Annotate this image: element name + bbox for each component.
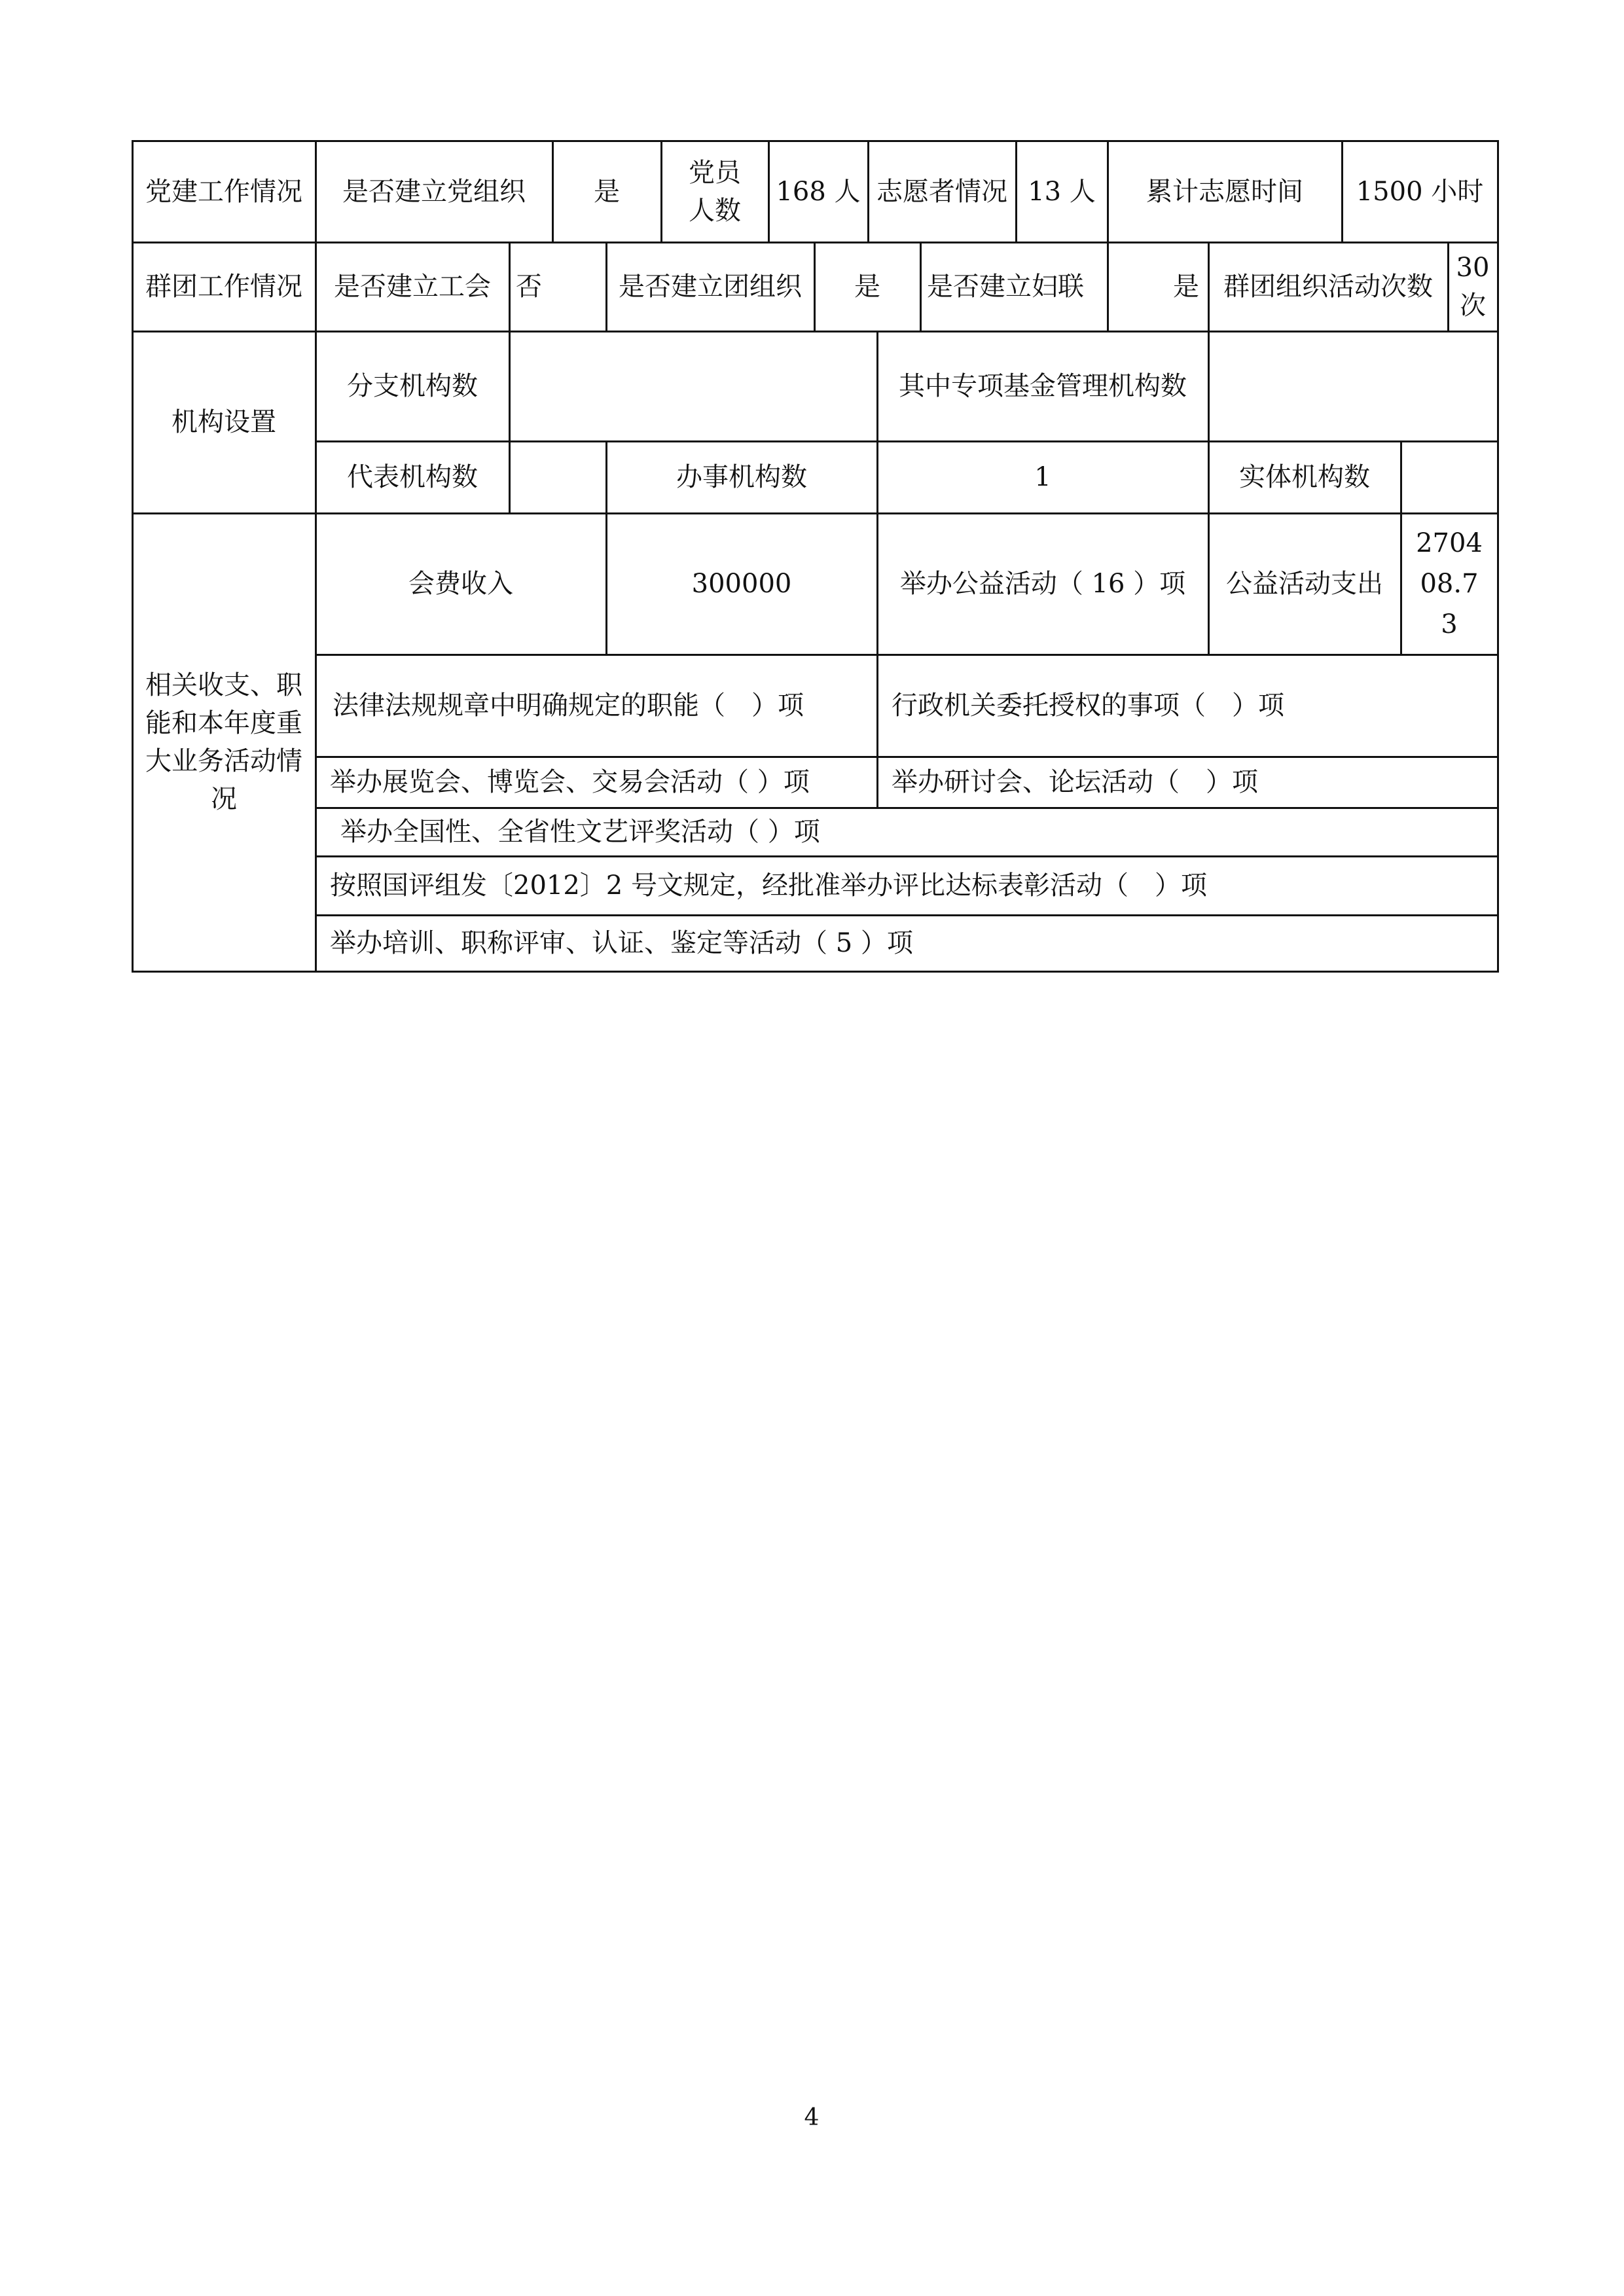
column-divider bbox=[605, 440, 607, 656]
exhibitions-item: 举办展览会、博览会、交易会活动（ ）项 bbox=[330, 767, 810, 797]
party-building-label: 党建工作情况 bbox=[145, 176, 302, 207]
column-divider bbox=[867, 140, 869, 243]
delegated-matters-item: 行政机关委托授权的事项（ ）项 bbox=[892, 691, 1284, 721]
party-org-question: 是否建立党组织 bbox=[342, 176, 526, 207]
membership-fee-value: 300000 bbox=[691, 569, 792, 599]
column-divider bbox=[1341, 140, 1343, 243]
row-divider bbox=[132, 512, 1499, 514]
fund-org-count-label: 其中专项基金管理机构数 bbox=[899, 371, 1187, 401]
training-item: 举办培训、职称评审、认证、鉴定等活动（ 5 ）项 bbox=[330, 928, 913, 958]
volunteers-question: 志愿者情况 bbox=[876, 176, 1007, 207]
table-border-bottom bbox=[132, 971, 1499, 973]
column-divider bbox=[315, 140, 317, 973]
org-setup-label: 机构设置 bbox=[171, 407, 276, 437]
column-divider bbox=[876, 331, 878, 758]
women-federation-answer: 是 bbox=[1173, 272, 1199, 302]
youth-league-question: 是否建立团组织 bbox=[619, 272, 802, 302]
youth-league-answer: 是 bbox=[854, 272, 880, 302]
rep-org-count-label: 代表机构数 bbox=[347, 462, 478, 492]
rep-org-count-value bbox=[509, 441, 606, 513]
mass-activities-question: 群团组织活动次数 bbox=[1223, 272, 1433, 302]
legal-duties-item: 法律法规规章中明确规定的职能（ ）项 bbox=[333, 691, 804, 721]
volunteer-hours-answer: 1500 小时 bbox=[1356, 176, 1484, 207]
column-divider bbox=[814, 242, 816, 332]
women-federation-question: 是否建立妇联 bbox=[927, 272, 1084, 302]
column-divider bbox=[509, 331, 511, 514]
volunteers-answer: 13 人 bbox=[1028, 176, 1096, 207]
row-divider bbox=[316, 440, 1499, 442]
column-divider bbox=[1400, 440, 1402, 656]
table-border-right bbox=[1497, 140, 1499, 973]
office-count-value: 1 bbox=[1034, 462, 1051, 492]
welfare-spend-value: 270408.73 bbox=[1416, 528, 1483, 639]
column-divider bbox=[1107, 242, 1109, 332]
row-divider bbox=[132, 242, 1499, 243]
column-divider bbox=[1447, 242, 1449, 332]
mass-activities-answer: 30次 bbox=[1456, 253, 1490, 321]
awards-item: 举办全国性、全省性文艺评奖活动（ ）项 bbox=[340, 817, 820, 847]
union-answer: 否 bbox=[516, 272, 542, 302]
row-divider bbox=[316, 756, 1499, 758]
party-members-question: 党员人数 bbox=[689, 157, 741, 226]
row-divider bbox=[316, 807, 1499, 809]
commendations-item: 按照国评组发〔2012〕2 号文规定，经批准举办评比达标表彰活动（ ）项 bbox=[330, 870, 1207, 901]
row-divider bbox=[132, 331, 1499, 332]
row-divider bbox=[316, 855, 1499, 857]
branch-count-value bbox=[509, 331, 877, 441]
column-divider bbox=[605, 242, 607, 332]
column-divider bbox=[509, 242, 511, 332]
party-org-answer: 是 bbox=[594, 176, 620, 207]
branch-count-label: 分支机构数 bbox=[347, 371, 478, 401]
column-divider bbox=[1208, 242, 1210, 332]
public-welfare-count: 举办公益活动（ 16 ）项 bbox=[899, 569, 1186, 599]
column-divider bbox=[768, 140, 770, 243]
column-divider bbox=[552, 140, 554, 243]
column-divider bbox=[660, 140, 662, 243]
column-divider bbox=[1208, 331, 1210, 656]
row-divider bbox=[316, 914, 1499, 916]
row-divider bbox=[316, 654, 1499, 656]
column-divider bbox=[1107, 140, 1109, 243]
union-question: 是否建立工会 bbox=[334, 272, 491, 302]
membership-fee-label: 会费收入 bbox=[408, 569, 513, 599]
page-number: 4 bbox=[804, 2104, 820, 2131]
table-border-top bbox=[132, 140, 1499, 142]
mass-org-label: 群团工作情况 bbox=[145, 272, 302, 302]
party-members-answer: 168 人 bbox=[776, 176, 861, 207]
entity-count-label: 实体机构数 bbox=[1239, 462, 1370, 492]
fund-org-count-value bbox=[1208, 331, 1498, 441]
column-divider bbox=[876, 756, 878, 808]
office-count-label: 办事机构数 bbox=[676, 462, 807, 492]
column-divider bbox=[1015, 140, 1017, 243]
seminars-item: 举办研讨会、论坛活动（ ）项 bbox=[892, 767, 1258, 797]
volunteer-hours-question: 累计志愿时间 bbox=[1146, 176, 1303, 207]
column-divider bbox=[920, 242, 922, 332]
finance-activities-label: 相关收支、职能和本年度重大业务活动情况 bbox=[145, 670, 302, 814]
table-border-left bbox=[132, 140, 134, 973]
entity-count-value bbox=[1401, 441, 1498, 513]
welfare-spend-label: 公益活动支出 bbox=[1226, 569, 1383, 599]
